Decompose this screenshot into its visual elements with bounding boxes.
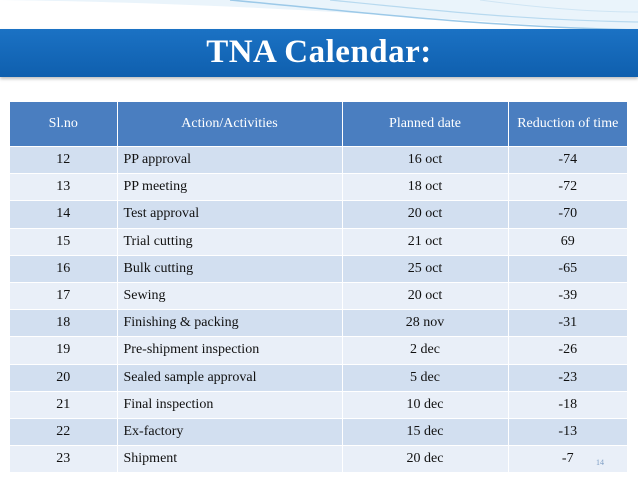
cell-action: Pre-shipment inspection — [117, 337, 342, 364]
table-row — [10, 282, 627, 309]
cell-slno: 14 — [10, 201, 117, 228]
cell-action: Final inspection — [117, 391, 342, 418]
cell-slno: 19 — [10, 337, 117, 364]
page-number: 14 — [596, 458, 604, 467]
tna-table — [10, 102, 627, 472]
cell-date: 5 dec — [342, 364, 508, 391]
cell-reduction: -65 — [508, 255, 627, 282]
cell-slno: 20 — [10, 364, 117, 391]
table-row — [10, 255, 627, 282]
table-row — [10, 364, 627, 391]
page-title: TNA Calendar: — [206, 34, 432, 70]
cell-reduction: -7 — [508, 446, 627, 473]
table-row — [10, 391, 627, 418]
cell-date: 28 nov — [342, 310, 508, 337]
cell-action: Finishing & packing — [117, 310, 342, 337]
table-row — [10, 147, 627, 174]
cell-date: 15 dec — [342, 418, 508, 445]
cell-slno: 17 — [10, 282, 117, 309]
cell-action: Test approval — [117, 201, 342, 228]
cell-action: Shipment — [117, 446, 342, 473]
table-row — [10, 174, 627, 201]
table-row — [10, 201, 627, 228]
cell-date: 20 oct — [342, 201, 508, 228]
cell-slno: 12 — [10, 147, 117, 174]
cell-action: Ex-factory — [117, 418, 342, 445]
cell-date: 2 dec — [342, 337, 508, 364]
cell-reduction: -23 — [508, 364, 627, 391]
cell-action: Sealed sample approval — [117, 364, 342, 391]
cell-date: 16 oct — [342, 147, 508, 174]
header-reduction: Reduction of time — [508, 102, 627, 147]
cell-action: PP meeting — [117, 174, 342, 201]
table-header-row — [10, 102, 627, 147]
cell-date: 25 oct — [342, 255, 508, 282]
table-row — [10, 418, 627, 445]
cell-date: 20 oct — [342, 282, 508, 309]
cell-slno: 15 — [10, 228, 117, 255]
cell-date: 20 dec — [342, 446, 508, 473]
cell-reduction: -39 — [508, 282, 627, 309]
cell-slno: 13 — [10, 174, 117, 201]
cell-reduction: -70 — [508, 201, 627, 228]
cell-action: Trial cutting — [117, 228, 342, 255]
cell-slno: 22 — [10, 418, 117, 445]
cell-reduction: -72 — [508, 174, 627, 201]
table-row — [10, 446, 627, 473]
cell-date: 10 dec — [342, 391, 508, 418]
title-bar — [0, 29, 638, 77]
cell-reduction: -13 — [508, 418, 627, 445]
cell-reduction: -18 — [508, 391, 627, 418]
cell-slno: 23 — [10, 446, 117, 473]
header-planned-date: Planned date — [342, 102, 508, 147]
table-row — [10, 228, 627, 255]
cell-date: 18 oct — [342, 174, 508, 201]
cell-reduction: 69 — [508, 228, 627, 255]
table-row — [10, 310, 627, 337]
header-slno: Sl.no — [10, 102, 117, 147]
cell-reduction: -26 — [508, 337, 627, 364]
cell-date: 21 oct — [342, 228, 508, 255]
cell-action: Sewing — [117, 282, 342, 309]
cell-action: PP approval — [117, 147, 342, 174]
table-row — [10, 337, 627, 364]
cell-slno: 18 — [10, 310, 117, 337]
cell-reduction: -74 — [508, 147, 627, 174]
cell-action: Bulk cutting — [117, 255, 342, 282]
cell-slno: 16 — [10, 255, 117, 282]
cell-reduction: -31 — [508, 310, 627, 337]
cell-slno: 21 — [10, 391, 117, 418]
header-action: Action/Activities — [117, 102, 342, 147]
